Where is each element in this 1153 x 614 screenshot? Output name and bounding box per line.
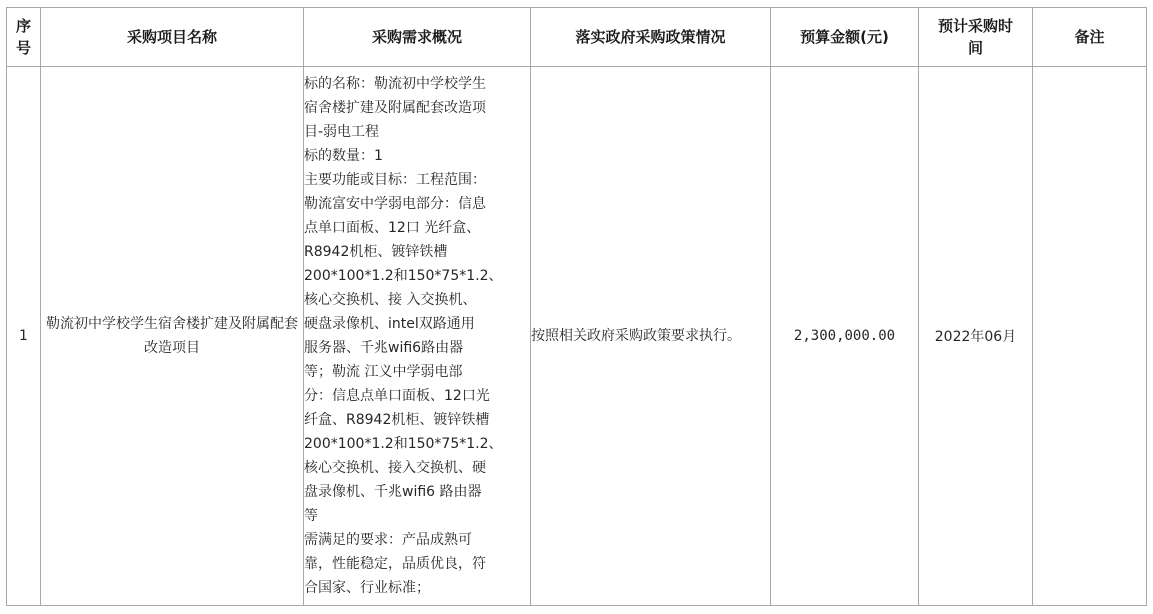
requirement-line: 主要功能或目标：工程范围：: [304, 172, 486, 188]
cell-remark: [1033, 67, 1147, 606]
requirement-line: 需满足的要求：产品成熟可: [304, 532, 472, 548]
requirement-line: 分：信息点单口面板、12口光: [304, 388, 490, 404]
header-no: 序号: [7, 8, 41, 67]
requirement-line: 点单口面板、12口 光纤盒、: [304, 220, 481, 236]
requirement-text: [304, 72, 530, 600]
requirement-line: 目-弱电工程: [304, 124, 380, 140]
header-remark: 备注: [1033, 8, 1147, 67]
requirement-line: R8942机柜、镀锌铁槽: [304, 244, 448, 260]
requirement-line: 200*100*1.2和150*75*1.2、: [304, 436, 503, 452]
header-policy: 落实政府采购政策情况: [531, 8, 771, 67]
table-row: [7, 67, 1147, 606]
procurement-table: [6, 7, 1147, 606]
cell-project-name: 勒流初中学校学生宿舍楼扩建及附属配套改造项目: [41, 67, 304, 606]
requirement-line: 纤盒、R8942机柜、镀锌铁槽: [304, 412, 490, 428]
requirement-line: 靠，性能稳定，品质优良，符: [304, 556, 486, 572]
cell-time: 2022年06月: [919, 67, 1033, 606]
requirement-line: 标的名称：勒流初中学校学生: [304, 76, 486, 92]
cell-no: 1: [7, 67, 41, 606]
cell-policy: 按照相关政府采购政策要求执行。: [531, 67, 771, 606]
requirement-line: 核心交换机、接 入交换机、: [304, 292, 477, 308]
requirement-line: 宿舍楼扩建及附属配套改造项: [304, 100, 486, 116]
header-row: [7, 8, 1147, 67]
requirement-line: 服务器、千兆wifi6路由器: [304, 340, 464, 356]
requirement-line: 核心交换机、接入交换机、硬: [304, 460, 486, 476]
cell-budget: 2,300,000.00: [771, 67, 919, 606]
requirement-line: 标的数量：1: [304, 148, 383, 164]
header-requirement: 采购需求概况: [304, 8, 531, 67]
header-budget: 预算金额(元): [771, 8, 919, 67]
header-time: 预计采购时间: [919, 8, 1033, 67]
requirement-line: 合国家、行业标准；: [304, 580, 430, 596]
requirement-line: 盘录像机、千兆wifi6 路由器: [304, 484, 482, 500]
cell-requirement: [304, 67, 531, 606]
requirement-line: 等: [304, 508, 318, 524]
requirement-line: 硬盘录像机、intel双路通用: [304, 316, 475, 332]
header-name: 采购项目名称: [41, 8, 304, 67]
requirement-line: 勒流富安中学弱电部分：信息: [304, 196, 486, 212]
requirement-line: 200*100*1.2和150*75*1.2、: [304, 268, 503, 284]
requirement-line: 等；勒流 江义中学弱电部: [304, 364, 463, 380]
